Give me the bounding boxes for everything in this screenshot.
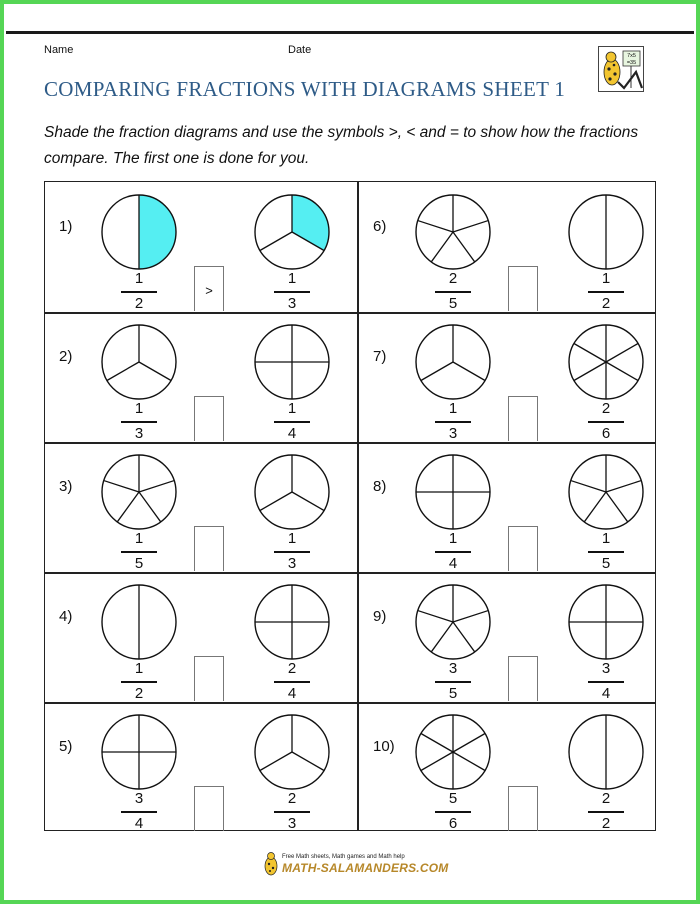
fraction-circle[interactable] (100, 453, 178, 531)
left-fraction-diagram[interactable] (414, 713, 492, 796)
fraction-bar (274, 291, 310, 293)
right-fraction (586, 790, 626, 833)
comparison-answer-box[interactable] (508, 656, 538, 701)
left-fraction-diagram[interactable] (414, 193, 492, 276)
instructions: Shade the fraction diagrams and use the symbols >, < and = to show how the fractions compare. The first one is done for you. (44, 124, 639, 167)
sector-divider (139, 362, 171, 381)
fraction-circle[interactable] (414, 453, 492, 531)
problem-number: 7) (373, 348, 387, 365)
sector-divider (260, 232, 292, 251)
fraction-circle[interactable] (253, 453, 331, 531)
comparison-answer-box[interactable] (508, 266, 538, 311)
denominator: 4 (287, 424, 297, 442)
fraction-circle[interactable] (253, 713, 331, 791)
denominator: 5 (448, 294, 458, 312)
right-fraction (586, 530, 626, 573)
sector-divider (453, 221, 488, 232)
fraction-bar (435, 681, 471, 683)
sector-divider (418, 611, 453, 622)
logo-card-text-1: 7x5 (627, 53, 636, 59)
left-fraction-diagram[interactable] (100, 583, 178, 666)
numerator: 1 (134, 660, 144, 677)
name-label: Name (44, 44, 74, 56)
left-fraction-diagram[interactable] (100, 193, 178, 276)
sector-divider (453, 622, 475, 652)
fraction-circle[interactable] (567, 583, 645, 661)
shaded-sector (139, 195, 176, 269)
problem-number: 9) (373, 608, 387, 625)
comparison-answer-box[interactable] (508, 526, 538, 571)
numerator: 2 (601, 790, 611, 807)
right-fraction-diagram[interactable] (567, 193, 645, 276)
comparison-answer-box[interactable] (194, 656, 224, 701)
fraction-bar (274, 421, 310, 423)
fraction-bar (588, 681, 624, 683)
numerator: 1 (287, 270, 297, 287)
problem-number: 1) (59, 218, 73, 235)
footer-site-link[interactable]: MATH-SALAMANDERS.COM (282, 861, 449, 875)
problem-cell-7 (359, 313, 669, 443)
sector-divider (431, 622, 453, 652)
denominator: 3 (287, 554, 297, 572)
comparison-answer-box[interactable] (194, 396, 224, 441)
date-label: Date (288, 44, 312, 56)
denominator: 5 (134, 554, 144, 572)
problem-number: 8) (373, 478, 387, 495)
right-fraction-diagram[interactable] (253, 713, 331, 796)
sector-divider (260, 492, 292, 511)
fraction-bar (274, 551, 310, 553)
sector-divider (453, 734, 485, 753)
sector-divider (606, 362, 638, 381)
sector-divider (260, 752, 292, 771)
sector-divider (421, 752, 453, 771)
numerator: 2 (448, 270, 458, 287)
sector-divider (574, 362, 606, 381)
fraction-circle[interactable] (414, 193, 492, 271)
right-fraction (586, 400, 626, 443)
right-fraction-diagram[interactable] (567, 583, 645, 666)
right-fraction (272, 400, 312, 443)
problem-cell-6 (359, 183, 669, 313)
fraction-bar (274, 811, 310, 813)
fraction-bar (121, 811, 157, 813)
left-fraction (119, 270, 159, 313)
right-fraction-diagram[interactable] (253, 583, 331, 666)
right-fraction-diagram[interactable] (567, 453, 645, 536)
numerator: 1 (134, 400, 144, 417)
numerator: 2 (601, 400, 611, 417)
fraction-circle[interactable] (567, 713, 645, 791)
problem-cell-2 (45, 313, 355, 443)
problem-number: 5) (59, 738, 73, 755)
sector-divider (574, 344, 606, 363)
sector-divider (139, 492, 161, 522)
sector-divider (292, 752, 324, 771)
sector-divider (418, 221, 453, 232)
numerator: 1 (601, 270, 611, 287)
numerator: 1 (448, 400, 458, 417)
right-fraction-diagram[interactable] (253, 453, 331, 536)
sector-divider (606, 492, 628, 522)
numerator: 1 (287, 530, 297, 547)
denominator: 6 (601, 424, 611, 442)
denominator: 3 (287, 294, 297, 312)
right-fraction-diagram[interactable] (253, 323, 331, 406)
denominator: 3 (134, 424, 144, 442)
numerator: 1 (134, 270, 144, 287)
numerator: 2 (287, 660, 297, 677)
left-fraction (119, 660, 159, 703)
comparison-answer-box[interactable]: > (194, 266, 224, 311)
right-fraction-diagram[interactable] (253, 193, 331, 276)
fraction-circle[interactable] (100, 323, 178, 401)
denominator: 3 (287, 814, 297, 832)
numerator: 2 (287, 790, 297, 807)
denominator: 5 (448, 684, 458, 702)
denominator: 2 (601, 294, 611, 312)
sector-divider (104, 481, 139, 492)
fraction-bar (435, 291, 471, 293)
fraction-bar (121, 421, 157, 423)
fraction-bar (435, 811, 471, 813)
left-fraction-diagram[interactable] (414, 323, 492, 406)
problem-cell-1 (45, 183, 355, 313)
denominator: 4 (448, 554, 458, 572)
numerator: 3 (448, 660, 458, 677)
sector-divider (453, 232, 475, 262)
problem-cell-3 (45, 443, 355, 573)
comparison-answer-box[interactable] (194, 786, 224, 831)
left-fraction (119, 400, 159, 443)
salamander-logo (598, 46, 644, 97)
left-fraction (433, 530, 473, 573)
right-fraction-diagram[interactable] (567, 713, 645, 796)
left-fraction-diagram[interactable] (100, 453, 178, 536)
right-fraction (272, 530, 312, 573)
left-fraction-diagram[interactable] (414, 583, 492, 666)
logo-card-text-2: =35 (626, 60, 637, 66)
left-fraction (433, 270, 473, 313)
fraction-circle[interactable] (253, 193, 331, 271)
sector-divider (292, 492, 324, 511)
fraction-bar (588, 551, 624, 553)
fraction-circle[interactable] (100, 193, 178, 271)
fraction-bar (274, 681, 310, 683)
denominator: 6 (448, 814, 458, 832)
fraction-circle[interactable] (100, 713, 178, 791)
fraction-bar (121, 291, 157, 293)
sector-divider (584, 492, 606, 522)
problem-number: 4) (59, 608, 73, 625)
numerator: 1 (134, 530, 144, 547)
numerator: 1 (287, 400, 297, 417)
problem-cell-8 (359, 443, 669, 573)
fraction-circle[interactable] (567, 453, 645, 531)
fraction-circle[interactable] (414, 323, 492, 401)
problem-number: 10) (373, 738, 395, 755)
left-fraction (433, 790, 473, 833)
comparison-answer-box[interactable] (508, 786, 538, 831)
denominator: 2 (134, 684, 144, 702)
footer-tagline: Free Math sheets, Math games and Math help (282, 854, 405, 860)
fraction-bar (588, 811, 624, 813)
sector-divider (453, 752, 485, 771)
sector-divider (421, 362, 453, 381)
numerator: 1 (448, 530, 458, 547)
right-fraction (272, 790, 312, 833)
problem-cell-9 (359, 573, 669, 703)
fraction-circle[interactable] (253, 583, 331, 661)
sector-divider (139, 481, 174, 492)
denominator: 4 (134, 814, 144, 832)
left-fraction-diagram[interactable] (414, 453, 492, 536)
numerator: 1 (601, 530, 611, 547)
comparison-answer-box[interactable] (508, 396, 538, 441)
fraction-bar (588, 421, 624, 423)
problem-cell-4 (45, 573, 355, 703)
fraction-circle[interactable] (414, 713, 492, 791)
problem-grid (44, 181, 656, 831)
fraction-circle[interactable] (100, 583, 178, 661)
right-fraction (586, 270, 626, 313)
sector-divider (606, 481, 641, 492)
left-fraction (119, 790, 159, 833)
left-fraction (119, 530, 159, 573)
numerator: 3 (601, 660, 611, 677)
problem-cell-10 (359, 703, 669, 833)
fraction-bar (588, 291, 624, 293)
problem-number: 2) (59, 348, 73, 365)
right-fraction (272, 270, 312, 313)
left-fraction (433, 660, 473, 703)
problem-number: 3) (59, 478, 73, 495)
denominator: 2 (134, 294, 144, 312)
sector-divider (421, 734, 453, 753)
fraction-circle[interactable] (414, 583, 492, 661)
right-fraction (586, 660, 626, 703)
comparison-answer-box[interactable] (194, 526, 224, 571)
right-fraction (272, 660, 312, 703)
fraction-bar (435, 551, 471, 553)
right-fraction-diagram[interactable] (567, 323, 645, 406)
denominator: 4 (601, 684, 611, 702)
problem-number: 6) (373, 218, 387, 235)
sector-divider (117, 492, 139, 522)
sector-divider (571, 481, 606, 492)
fraction-circle[interactable] (567, 193, 645, 271)
fraction-bar (121, 551, 157, 553)
page-title: COMPARING FRACTIONS WITH DIAGRAMS SHEET 1 (44, 77, 566, 101)
fraction-bar (435, 421, 471, 423)
sector-divider (107, 362, 139, 381)
denominator: 2 (601, 814, 611, 832)
left-fraction-diagram[interactable] (100, 713, 178, 796)
sector-divider (606, 344, 638, 363)
numerator: 5 (448, 790, 458, 807)
fraction-bar (121, 681, 157, 683)
fraction-circle[interactable] (567, 323, 645, 401)
left-fraction (433, 400, 473, 443)
numerator: 3 (134, 790, 144, 807)
denominator: 5 (601, 554, 611, 572)
footer-salamander-icon (262, 852, 280, 876)
sector-divider (453, 611, 488, 622)
problem-cell-5 (45, 703, 355, 833)
sector-divider (431, 232, 453, 262)
sector-divider (453, 362, 485, 381)
denominator: 3 (448, 424, 458, 442)
header-rule (6, 31, 694, 34)
denominator: 4 (287, 684, 297, 702)
left-fraction-diagram[interactable] (100, 323, 178, 406)
fraction-circle[interactable] (253, 323, 331, 401)
